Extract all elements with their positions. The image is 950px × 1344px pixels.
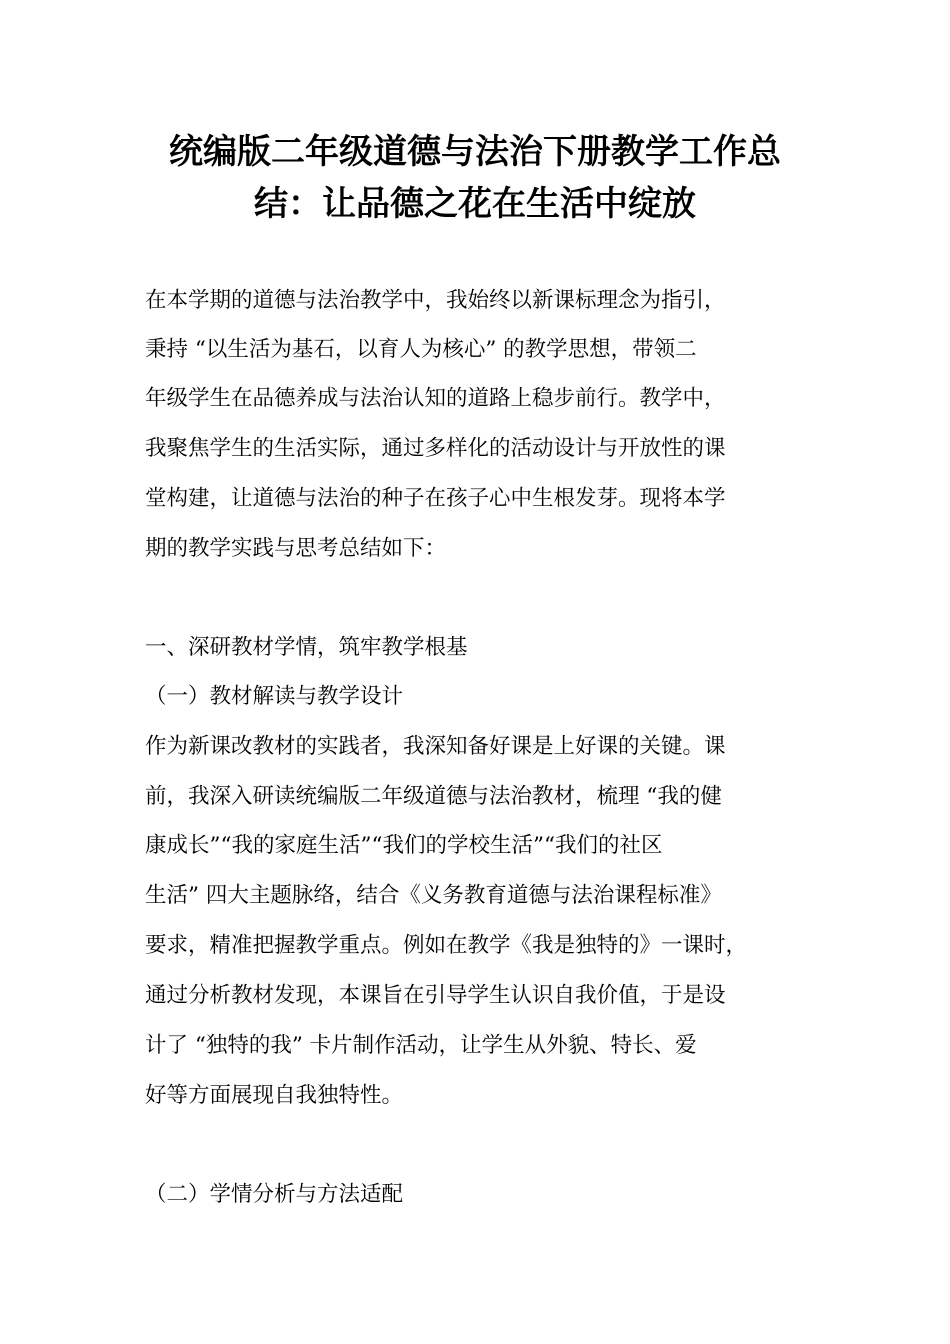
section-heading-1: 一、深研教材学情，筑牢教学根基	[145, 635, 468, 660]
subsection1-line-5: 要求，精准把握教学重点。例如在教学《我是独特的》一课时，	[145, 933, 748, 958]
subsection1-line-6: 通过分析教材发现，本课旨在引导学生认识自我价值，于是设	[145, 983, 726, 1008]
intro-line-1: 在本学期的道德与法治教学中，我始终以新课标理念为指引，	[145, 288, 726, 313]
intro-line-2: 秉持 “以生活为基石，以育人为核心” 的教学思想，带领二	[145, 337, 697, 362]
intro-line-3: 年级学生在品德养成与法治认知的道路上稳步前行。教学中，	[145, 386, 726, 411]
subsection1-line-3: 康成长”“我的家庭生活”“我们的学校生活”“我们的社区	[145, 833, 663, 858]
document-title-line-2: 结：让品德之花在生活中绽放	[254, 184, 696, 224]
subsection1-line-7: 计了 “独特的我” 卡片制作活动，让学生从外貌、特长、爱	[145, 1033, 697, 1058]
subsection-heading-1: （一）教材解读与教学设计	[145, 684, 404, 709]
subsection-heading-2: （二）学情分析与方法适配	[145, 1182, 404, 1207]
intro-line-4: 我聚焦学生的生活实际，通过多样化的活动设计与开放性的课	[145, 436, 726, 461]
subsection1-line-2: 前，我深入研读统编版二年级道德与法治教材，梳理 “我的健	[145, 784, 722, 809]
intro-line-6: 期的教学实践与思考总结如下：	[145, 536, 447, 561]
document-title-line-1: 统编版二年级道德与法治下册教学工作总	[169, 132, 781, 172]
subsection1-line-1: 作为新课改教材的实践者，我深知备好课是上好课的关键。课	[145, 734, 726, 759]
intro-line-5: 堂构建，让道德与法治的种子在孩子心中生根发芽。现将本学	[145, 486, 726, 511]
subsection1-line-8: 好等方面展现自我独特性。	[145, 1083, 404, 1108]
subsection1-line-4: 生活” 四大主题脉络，结合《义务教育道德与法治课程标准》	[145, 883, 722, 908]
